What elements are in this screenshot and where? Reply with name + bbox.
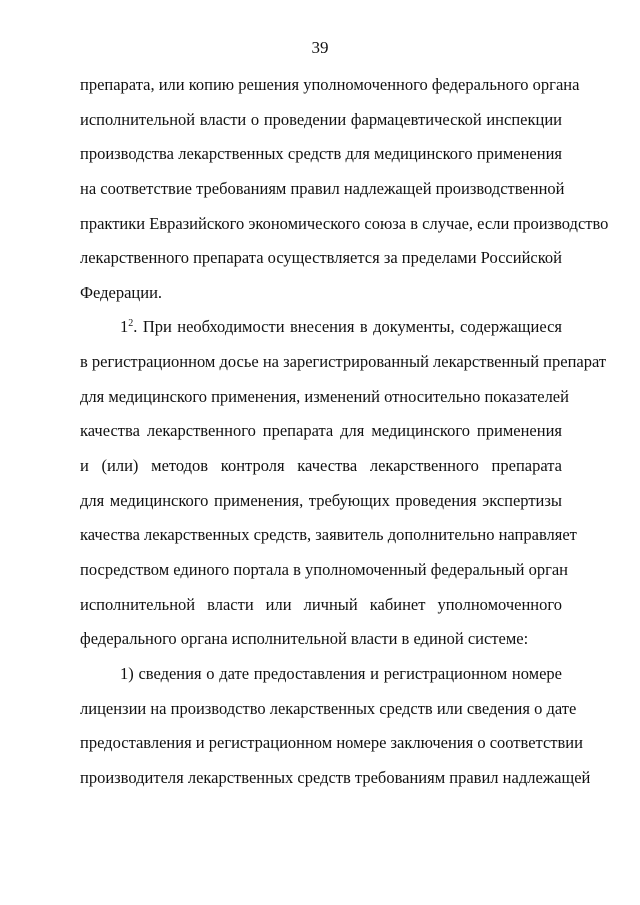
paragraph: [80, 662, 591, 801]
text-line: производителя лекарственных средств требованиям правил надлежащей: [80, 767, 591, 787]
text-line: практики Евразийского экономического союза в случае, если производство: [80, 213, 609, 233]
text-line: 1) сведения о дате предоставления и регистрационном номере: [120, 663, 562, 683]
text-line: исполнительной власти или личный кабинет уполномоченного: [80, 594, 562, 614]
text-line: лицензии на производство лекарственных средств или сведения о дате: [80, 698, 577, 718]
text-line: и (или) методов контроля качества лекарственного препарата: [80, 456, 562, 476]
page-number: 39: [311, 38, 329, 57]
text-line: качества лекарственного препарата для медицинского применения: [80, 421, 562, 441]
text-line: предоставления и регистрационном номере заключения о соответствии: [80, 733, 583, 753]
text-line: для медицинского применения, требующих проведения экспертизы: [80, 490, 562, 510]
text-line: препарата, или копию решения уполномоченного федерального органа: [80, 75, 580, 94]
text-line: лекарственного препарата осуществляется за пределами Российской: [80, 248, 562, 268]
text-line: в регистрационном досье на зарегистрированный лекарственный препарат: [80, 352, 607, 372]
text-line: качества лекарственных средств, заявитель дополнительно направляет: [80, 525, 577, 545]
clause-superscript: 2: [128, 318, 134, 330]
clause-number: 1: [120, 317, 129, 337]
text-line: Федерации.: [80, 282, 163, 302]
text-line: [80, 315, 562, 350]
text-line: исполнительной власти о проведении фармацевтической инспекции: [80, 109, 562, 129]
text-line: посредством единого портала в уполномоченный федеральный орган: [80, 559, 568, 579]
text-fragment: . При необходимости внесения в документы, содержащиеся: [133, 317, 562, 337]
text-line: федерального органа исполнительной власти в единой системе:: [80, 629, 529, 649]
text-line: на соответствие требованиям правил надлежащей производственной: [80, 178, 565, 198]
text-line: для медицинского применения, изменений относительно показателей: [80, 386, 569, 406]
paragraph: [80, 73, 609, 315]
text-line: производства лекарственных средств для медицинского применения: [80, 144, 562, 164]
paragraph: [80, 315, 607, 661]
document-body: [80, 73, 609, 800]
